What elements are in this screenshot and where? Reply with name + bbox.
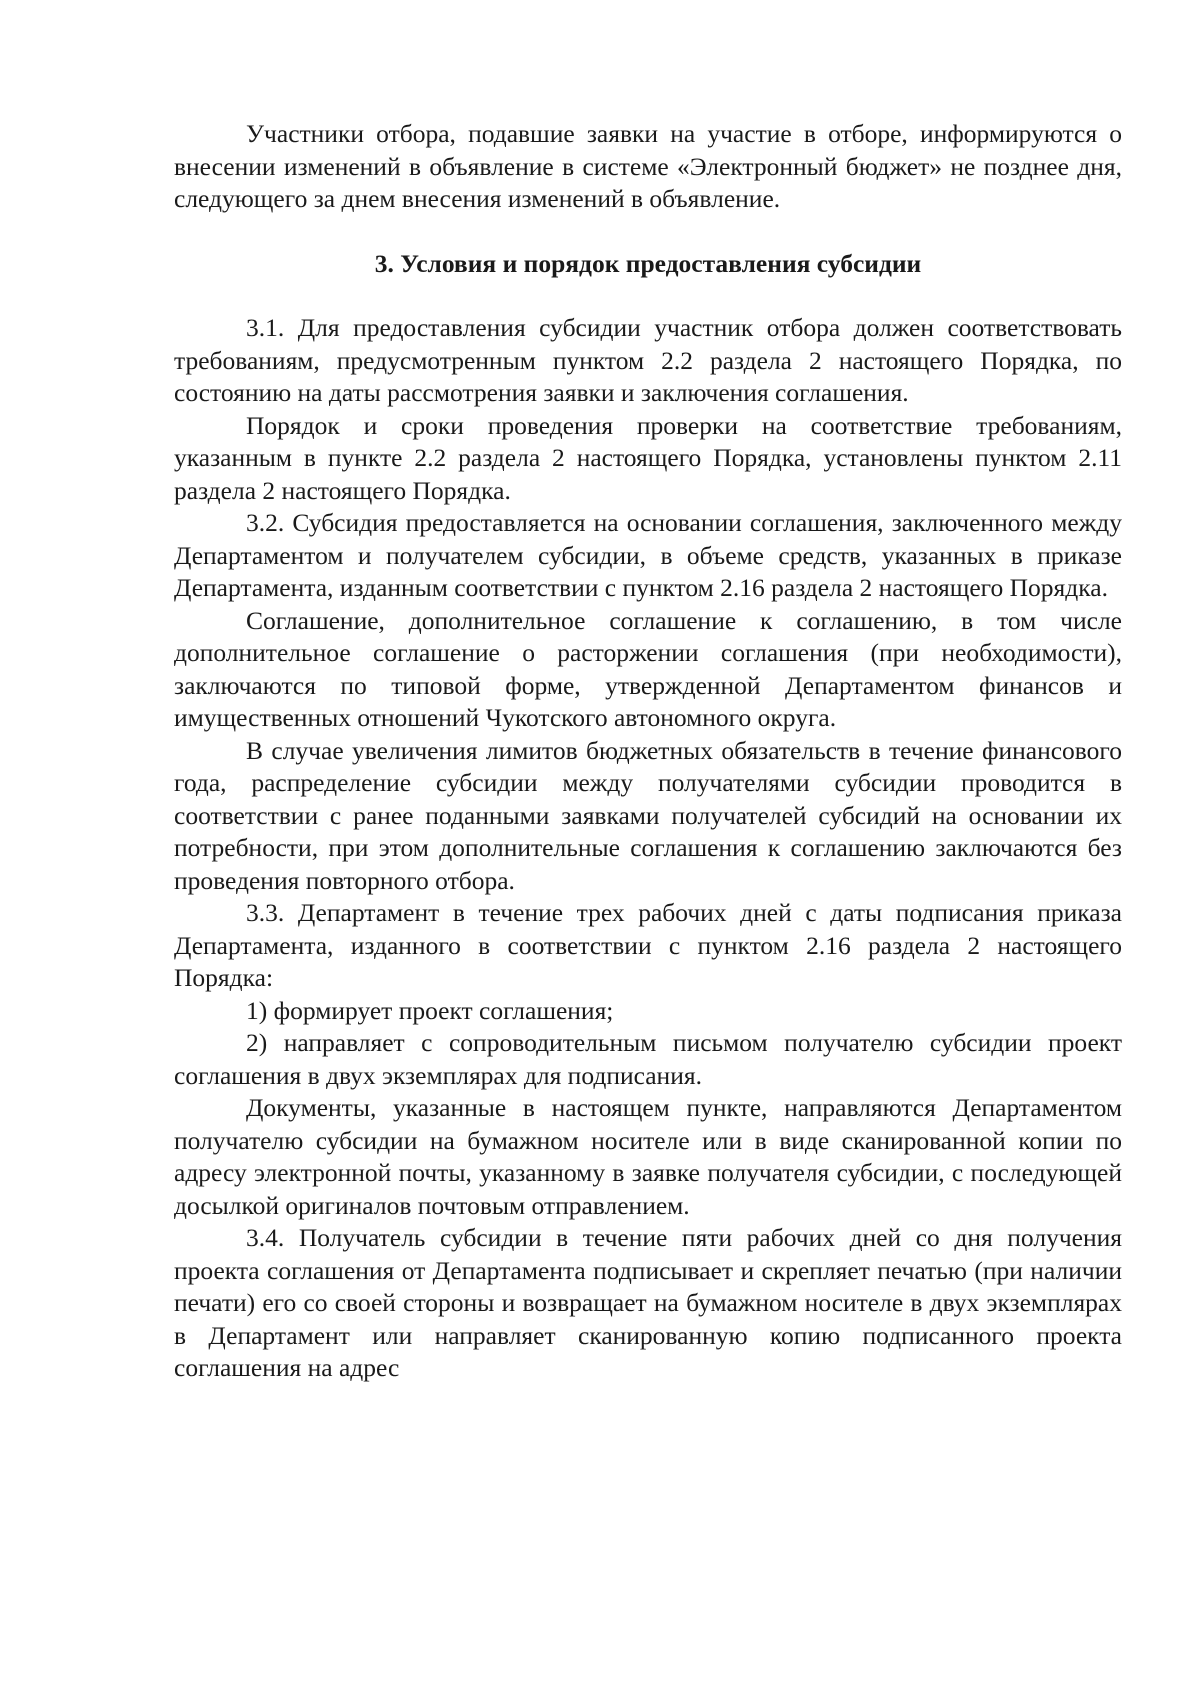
paragraph-3-2: 3.2. Субсидия предоставляется на основании соглашения, заключенного между Департаментом и получателем субсидии, в объеме средств, указанных в приказе Департамента, изданным соответствии с пунктом 2.16 раздела 2 настоящего Порядка. <box>174 508 1122 602</box>
paragraph-documents-delivery: Документы, указанные в настоящем пункте, направляются Департаментом получателю субсидии на бумажном носителе или в виде сканированной копии по адресу электронной почты, указанному в заявке получателя субсидии, с последующей досылкой оригиналов почтовым отправлением. <box>174 1093 1122 1220</box>
paragraph-3-4: 3.4. Получатель субсидии в течение пяти рабочих дней со дня получения проекта соглашения от Департамента подписывает и скрепляет печатью (при наличии печати) его со своей стороны и возвращает на бумажном носителе в двух экземплярах в Департамент или направляет сканированную копию подписанного проекта соглашения на адрес <box>174 1223 1122 1382</box>
paragraph-verification-procedure: Порядок и сроки проведения проверки на соответствие требованиям, указанным в пункте 2.2 раздела 2 настоящего Порядка, установлены пунктом 2.11 раздела 2 настоящего Порядка. <box>174 410 1122 505</box>
paragraph-limits-increase: В случае увеличения лимитов бюджетных обязательств в течение финансового года, распределение субсидии между получателями субсидии проводится в соответствии с ранее поданными заявками получателей субсидий на основании их потребности, при этом дополнительные соглашения к соглашению заключаются без проведения повторного отбора. <box>174 735 1122 895</box>
document-page <box>174 118 1122 1385</box>
paragraph-agreement-form: Соглашение, дополнительное соглашение к соглашению, в том числе дополнительное соглашение о расторжении соглашения (при необходимости), заключаются по типовой форме, утвержденной Департаментом финансов и имущественных отношений Чукотского автономного округа. <box>174 605 1122 732</box>
list-item-2: 2) направляет с сопроводительным письмом получателю субсидии проект соглашения в двух экземплярах для подписания. <box>174 1028 1122 1090</box>
paragraph-participants-notice: Участники отбора, подавшие заявки на участие в отборе, информируются о внесении изменений в объявление в системе «Электронный бюджет» не позднее дня, следующего за днем внесения изменений в объявление. <box>174 119 1122 213</box>
paragraph-3-1: 3.1. Для предоставления субсидии участник отбора должен соответствовать требованиям, предусмотренным пунктом 2.2 раздела 2 настоящего Порядка, по состоянию на даты рассмотрения заявки и заключения соглашения. <box>174 313 1122 407</box>
paragraph-3-3: 3.3. Департамент в течение трех рабочих дней с даты подписания приказа Департамента, изданного в соответствии с пунктом 2.16 раздела 2 настоящего Порядка: <box>174 898 1122 992</box>
list-item-1: 1) формирует проект соглашения; <box>246 995 614 1025</box>
section-title: 3. Условия и порядок предоставления субсидии <box>374 248 922 278</box>
